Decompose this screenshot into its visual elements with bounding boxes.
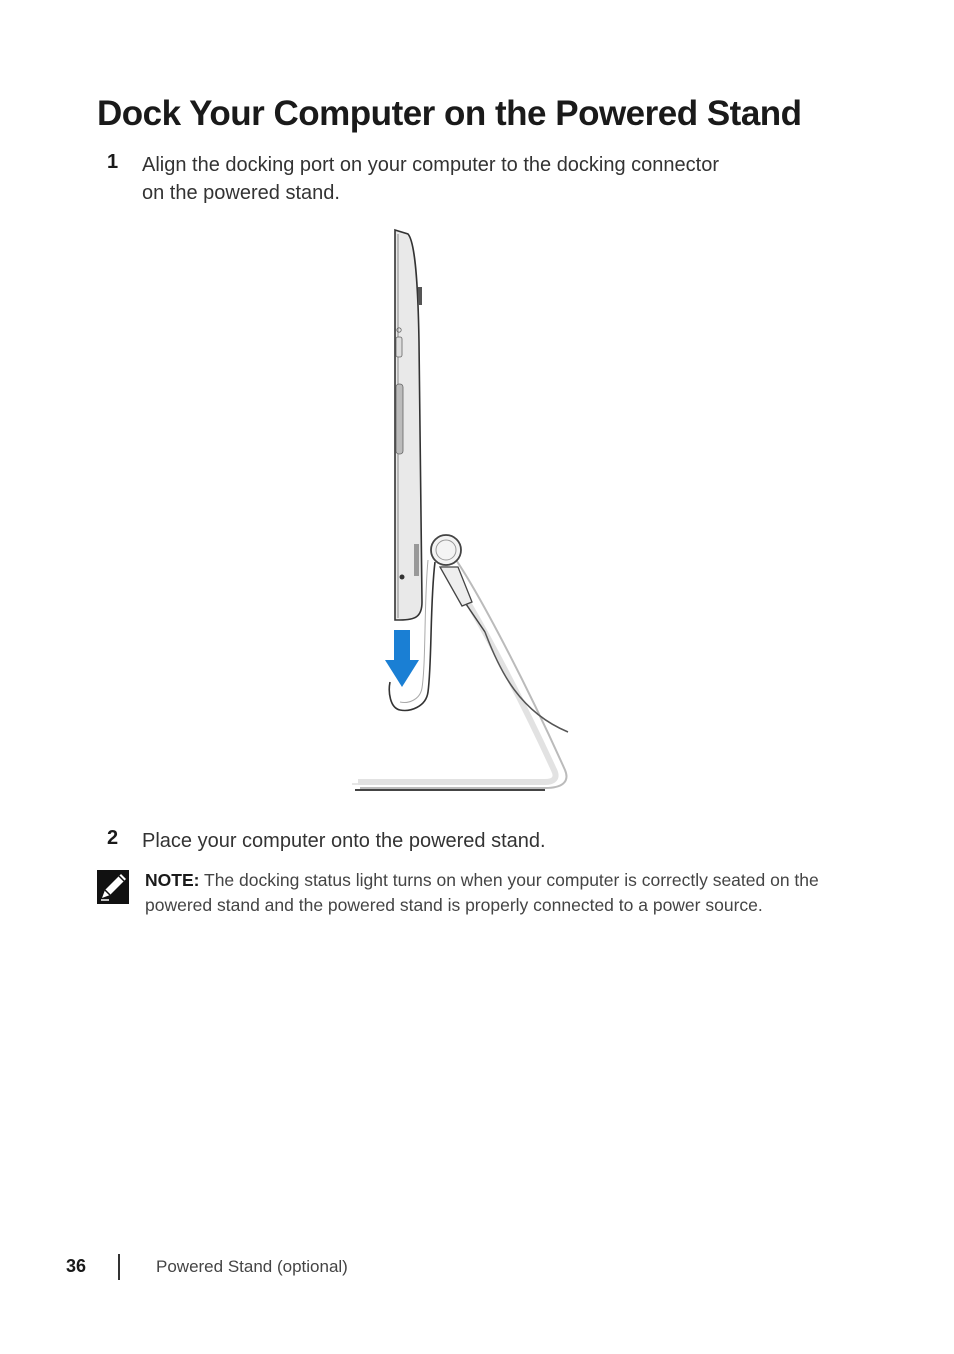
step-number: 1 xyxy=(107,151,119,173)
page-title: Dock Your Computer on the Powered Stand xyxy=(97,94,802,133)
footer-section-title: Powered Stand (optional) xyxy=(156,1257,348,1276)
footer-divider xyxy=(118,1254,120,1280)
step-number: 2 xyxy=(107,827,119,849)
down-arrow-icon xyxy=(385,630,419,687)
page-number: 36 xyxy=(66,1256,87,1276)
docking-illustration xyxy=(340,222,590,802)
step-text: Align the docking port on your computer to the docking connector on the powered stand. xyxy=(142,154,720,204)
note-label: NOTE: xyxy=(145,870,200,890)
note-text xyxy=(145,868,845,918)
note-body: The docking status light turns on when your computer is correctly seated on the powered stand and the powered stand is properly connected to a power source. xyxy=(145,870,819,915)
step-text: Place your computer onto the powered stand. xyxy=(142,830,546,852)
note-pencil-icon xyxy=(97,870,129,904)
